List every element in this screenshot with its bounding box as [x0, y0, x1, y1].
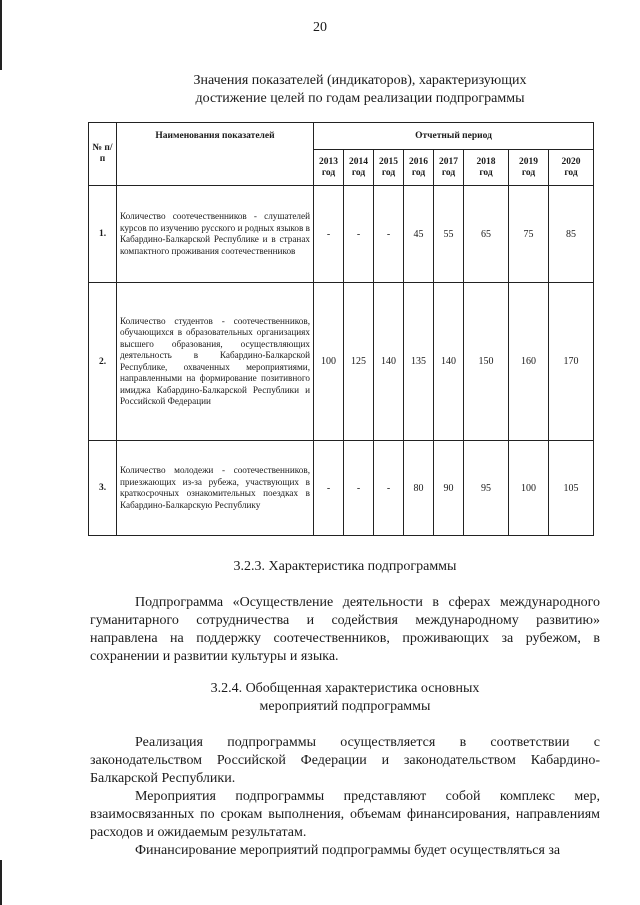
header-name: Наименования показателей: [117, 123, 314, 186]
row-value: 90: [434, 441, 464, 536]
row-num: 2.: [89, 283, 117, 441]
row-value: 45: [404, 186, 434, 283]
row-value: 85: [549, 186, 594, 283]
page-number: 20: [313, 20, 327, 35]
section-3-2-4-heading-line-1: 3.2.4. Обобщенная характеристика основных: [210, 681, 480, 696]
header-year: 2014 год: [344, 150, 374, 186]
row-value: 160: [509, 283, 549, 441]
row-value: 105: [549, 441, 594, 536]
row-value: -: [314, 441, 344, 536]
row-name: Количество студентов - соотечественников, обучающихся в образовательных организациях высшего образования, осуществляющих деятельность в Кабардино-Балкарской Республике, охваченных мероприятиями, направленными на формирование позитивного имиджа Кабардино-Балкарской Республики и Российской Федерации: [117, 283, 314, 441]
header-row-1: [89, 123, 594, 150]
row-value: 55: [434, 186, 464, 283]
row-name: Количество молодежи - соотечественников, приезжающих из-за рубежа, участвующих в краткосрочных ознакомительных поездках в Кабардино-Балкарскую Республику: [117, 441, 314, 536]
header-year: 2020 год: [549, 150, 594, 186]
row-num: 3.: [89, 441, 117, 536]
row-value: -: [374, 441, 404, 536]
row-value: 95: [464, 441, 509, 536]
table-row: [89, 441, 594, 536]
table-row: [89, 283, 594, 441]
header-year: 2015 год: [374, 150, 404, 186]
row-value: 80: [404, 441, 434, 536]
header-year: 2017 год: [434, 150, 464, 186]
section-3-2-4-paragraph-3: Финансирование мероприятий подпрограммы будет осуществляться за: [135, 843, 561, 858]
row-num: 1.: [89, 186, 117, 283]
section-3-2-4-heading: [90, 680, 600, 716]
table-title-line-2: достижение целей по годам реализации подпрограммы: [195, 91, 525, 106]
section-3-2-3-heading: 3.2.3. Характеристика подпрограммы: [233, 559, 457, 574]
table-title-line-1: Значения показателей (индикаторов), характеризующих: [193, 73, 527, 88]
header-year: 2018 год: [464, 150, 509, 186]
row-value: 75: [509, 186, 549, 283]
row-value: 100: [314, 283, 344, 441]
row-value: -: [374, 186, 404, 283]
row-value: 65: [464, 186, 509, 283]
row-value: 140: [374, 283, 404, 441]
row-value: 150: [464, 283, 509, 441]
header-year: 2013 год: [314, 150, 344, 186]
row-value: 170: [549, 283, 594, 441]
row-value: -: [344, 441, 374, 536]
row-value: 140: [434, 283, 464, 441]
row-value: 135: [404, 283, 434, 441]
row-value: -: [344, 186, 374, 283]
indicators-table: [88, 122, 594, 536]
table-row: [89, 186, 594, 283]
section-3-2-4-heading-line-2: мероприятий подпрограммы: [259, 699, 431, 714]
table-title: [120, 72, 600, 108]
header-period: Отчетный период: [314, 123, 594, 150]
row-value: 125: [344, 283, 374, 441]
section-3-2-3-paragraph: Подпрограмма «Осуществление деятельности в сферах международного гуманитарного сотрудничества и содействия международному развитию» направлена на поддержку соотечественников, проживающих за рубежом, в сохранении и развитии культуры и языка.: [90, 595, 600, 664]
header-year: 2016 год: [404, 150, 434, 186]
row-value: 100: [509, 441, 549, 536]
left-edge-mark-bottom: [0, 860, 2, 905]
row-name: Количество соотечественников - слушателей курсов по изучению русского и родных языков в Кабардино-Балкарской Республике и в странах компактного проживания соотечественников: [117, 186, 314, 283]
header-year: 2019 год: [509, 150, 549, 186]
row-value: -: [314, 186, 344, 283]
section-3-2-4-paragraph-1: Реализация подпрограммы осуществляется в соответствии с законодательством Российской Федерации и законодательством Кабардино-Балкарской Республики.: [90, 735, 600, 786]
header-num: № п/п: [89, 123, 117, 186]
section-3-2-4-paragraph-2: Мероприятия подпрограммы представляют собой комплекс мер, взаимосвязанных по срокам выполнения, объемам финансирования, направлениям расходов и ожидаемым результатам.: [90, 789, 600, 840]
